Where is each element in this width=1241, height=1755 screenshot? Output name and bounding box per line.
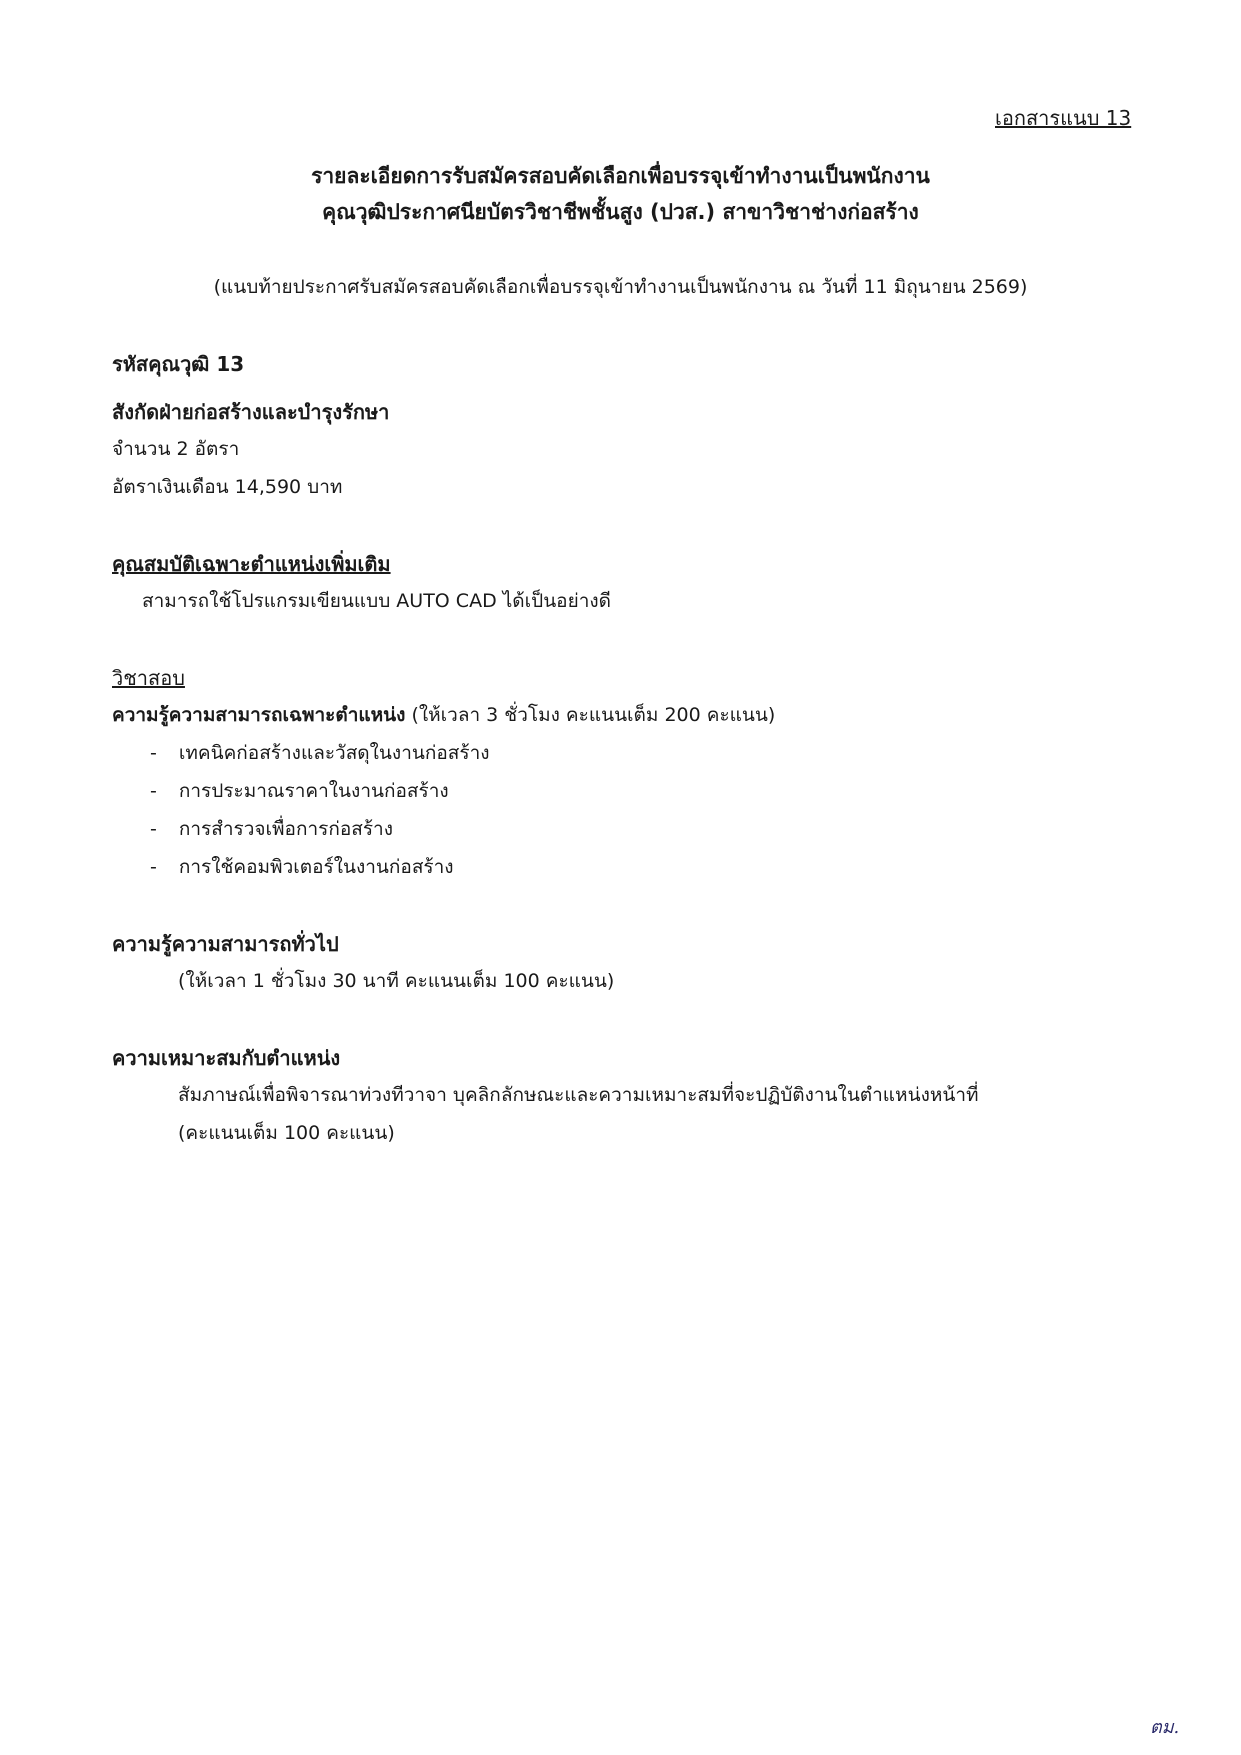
salary-rate: อัตราเงินเดือน 14,590 บาท — [112, 476, 343, 498]
list-item-text: การใช้คอมพิวเตอร์ในงานก่อสร้าง — [178, 856, 454, 878]
specific-subject-title: ความรู้ความสามารถเฉพาะตำแหน่ง — [112, 704, 406, 726]
handwritten-initials: ตม. — [1150, 1717, 1180, 1738]
list-item-text: การสำรวจเพื่อการก่อสร้าง — [178, 818, 393, 840]
list-item — [150, 852, 454, 882]
suitability-line1: สัมภาษณ์เพื่อพิจารณาท่วงทีวาจา บุคลิกลักษณะและความเหมาะสมที่จะปฏิบัติงานในตำแหน่งหน้าที่ — [178, 1084, 979, 1106]
suitability-line2: (คะแนนเต็ม 100 คะแนน) — [178, 1122, 395, 1144]
department-name: สังกัดฝ่ายก่อสร้างและบำรุงรักษา — [112, 400, 390, 424]
specific-subject — [112, 700, 775, 730]
list-dash: - — [150, 818, 157, 840]
document-title-line2: คุณวุฒิประกาศนียบัตรวิชาชีพชั้นสูง (ปวส.) สาขาวิชาช่างก่อสร้าง — [322, 200, 919, 224]
qualification-code: รหัสคุณวุฒิ 13 — [112, 352, 245, 376]
position-count: จำนวน 2 อัตรา — [112, 438, 240, 460]
subjects-heading: วิชาสอบ — [112, 666, 185, 690]
specific-subject-detail: (ให้เวลา 3 ชั่วโมง คะแนนเต็ม 200 คะแนน) — [405, 704, 776, 726]
list-item-text: การประมาณราคาในงานก่อสร้าง — [178, 780, 449, 802]
attachment-label: เอกสารแนบ 13 — [995, 106, 1132, 130]
list-item — [150, 776, 449, 806]
suitability-title: ความเหมาะสมกับตำแหน่ง — [112, 1046, 341, 1070]
list-dash: - — [150, 742, 157, 764]
qualifications-heading: คุณสมบัติเฉพาะตำแหน่งเพิ่มเติม — [112, 552, 391, 576]
list-dash: - — [150, 856, 157, 878]
general-subject-title: ความรู้ความสามารถทั่วไป — [112, 932, 339, 956]
general-subject-detail: (ให้เวลา 1 ชั่วโมง 30 นาที คะแนนเต็ม 100 คะแนน) — [178, 970, 615, 992]
qualifications-text: สามารถใช้โปรแกรมเขียนแบบ AUTO CAD ได้เป็นอย่างดี — [142, 590, 612, 612]
list-dash: - — [150, 780, 157, 802]
document-subtitle: (แนบท้ายประกาศรับสมัครสอบคัดเลือกเพื่อบรรจุเข้าทำงานเป็นพนักงาน ณ วันที่ 11 มิถุนายน 2569) — [213, 276, 1028, 298]
list-item — [150, 738, 490, 768]
list-item-text: เทคนิคก่อสร้างและวัสดุในงานก่อสร้าง — [178, 742, 490, 764]
document-title-line1: รายละเอียดการรับสมัครสอบคัดเลือกเพื่อบรรจุเข้าทำงานเป็นพนักงาน — [311, 164, 930, 188]
list-item — [150, 814, 393, 844]
